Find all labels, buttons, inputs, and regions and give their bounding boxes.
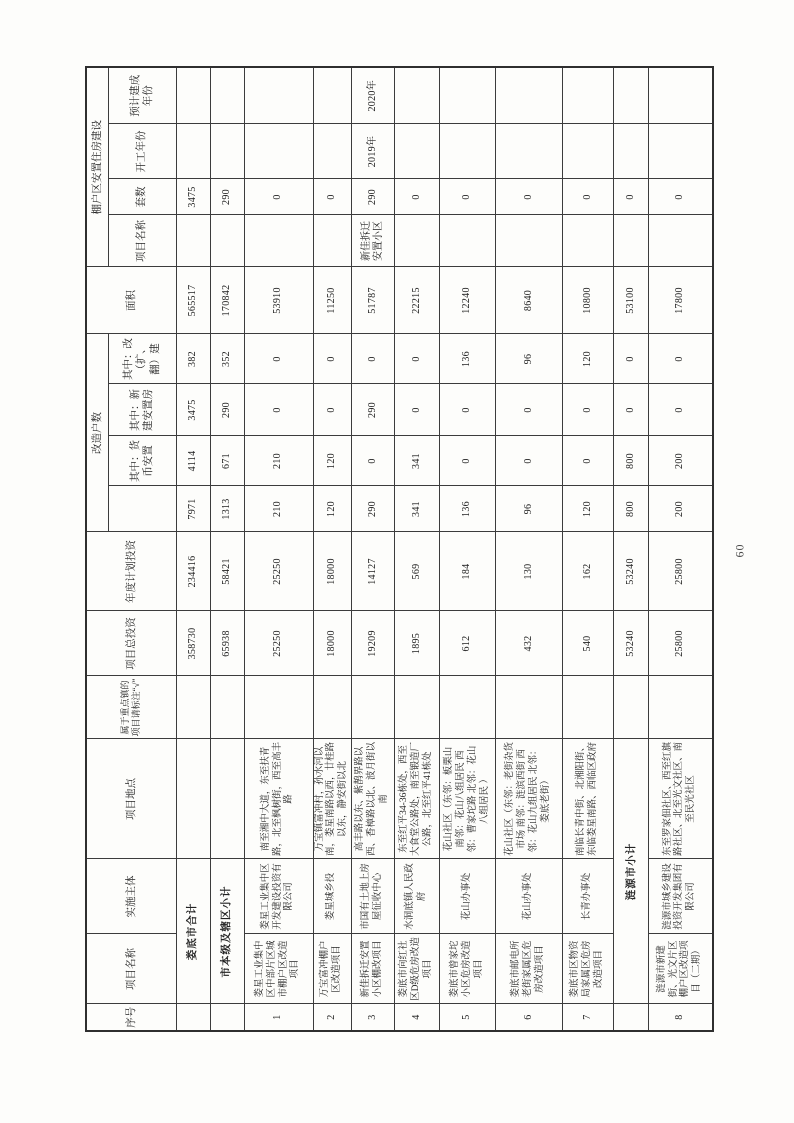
cell-subtotal_label: 娄底市合计	[176, 859, 210, 1004]
cell-rs_name	[440, 215, 496, 267]
cell-total_investment: 19209	[352, 611, 395, 676]
col-header-total-investment: 项目总投资	[86, 611, 176, 676]
cell-rs_name	[244, 215, 313, 267]
cell-location: 花山社区（东邻：板栗山 南邻：花山八组居民 西邻：曹家坨路 北邻：花山八组居民 ）	[440, 739, 496, 859]
cell-name: 娄底市区物资局家属区危房改造项目	[563, 934, 614, 1004]
cell-rs_finish	[440, 67, 496, 124]
cell-rs_start	[176, 124, 210, 179]
cell-location: 东至红平34-36栋处，西至大食堂公路处，南至锻造厂公路，北至红平41栋处	[395, 739, 440, 859]
cell-hh_new: 290	[210, 384, 244, 436]
cell-key_town	[649, 676, 713, 739]
cell-hh_new: 3475	[176, 384, 210, 436]
cell-hh_cash: 341	[395, 436, 440, 486]
cell-area: 51787	[352, 267, 395, 334]
cell-rs_finish: 2020年	[352, 67, 395, 124]
cell-rs_units: 3475	[176, 179, 210, 215]
cell-rs_start	[496, 124, 563, 179]
cell-rs_start	[614, 124, 649, 179]
cell-seq	[210, 1004, 244, 1031]
cell-hh_rebuild: 0	[614, 334, 649, 384]
cell-location: 南至湘中大道，东至扶青路，北至枫树街，西至高丰路	[244, 739, 313, 859]
cell-rs_name	[313, 215, 352, 267]
cell-hh_cash: 210	[244, 436, 313, 486]
cell-key_town	[440, 676, 496, 739]
cell-rs_units: 0	[614, 179, 649, 215]
col-header-agency: 实施主体	[86, 859, 176, 934]
cell-rs_units: 0	[313, 179, 352, 215]
project-row	[440, 67, 496, 1031]
cell-name: 娄底市向红社区D级危房改造项目	[395, 934, 440, 1004]
cell-hh_cash: 0	[352, 436, 395, 486]
cell-hh_new: 0	[313, 384, 352, 436]
cell-rs_finish	[614, 67, 649, 124]
cell-total_investment: 25800	[649, 611, 713, 676]
cell-annual_investment: 25250	[244, 532, 313, 611]
cell-area: 11250	[313, 267, 352, 334]
cell-key_town	[496, 676, 563, 739]
cell-rs_name	[649, 215, 713, 267]
cell-name: 万宝富冲棚户区改造项目	[313, 934, 352, 1004]
cell-name: 娄星工业集中区中部片区城市棚户区改造项目	[244, 934, 313, 1004]
cell-name: 娄底市曾家坨小区危房改造项目	[440, 934, 496, 1004]
cell-total_investment: 432	[496, 611, 563, 676]
cell-location: 南临长青中街、北湘阳街、东临娄星南路、西临区政府	[563, 739, 614, 859]
cell-agency: 涟源市城乡建设投资开发集团有限公司	[649, 859, 713, 934]
table-header	[86, 67, 176, 1031]
subtotal-row	[176, 67, 210, 1031]
col-header-location: 项目地点	[86, 739, 176, 859]
col-header-rs-units: 套数	[108, 179, 176, 215]
cell-total_investment: 540	[563, 611, 614, 676]
col-header-seq: 序号	[86, 1004, 176, 1031]
cell-area: 8640	[496, 267, 563, 334]
cell-rs_start: 2019年	[352, 124, 395, 179]
cell-hh_total: 1313	[210, 486, 244, 532]
cell-seq: 3	[352, 1004, 395, 1031]
cell-total_investment: 612	[440, 611, 496, 676]
cell-area: 22215	[395, 267, 440, 334]
cell-seq: 8	[649, 1004, 713, 1031]
cell-rs_start	[244, 124, 313, 179]
cell-hh_cash: 800	[614, 436, 649, 486]
cell-hh_new: 0	[563, 384, 614, 436]
cell-rs_finish	[649, 67, 713, 124]
cell-rs_units: 0	[440, 179, 496, 215]
col-header-hh-new: 其中：新建安置房	[108, 384, 176, 436]
col-group-resettlement-housing: 棚户区安置住房建设	[86, 67, 108, 267]
col-header-hh-rebuild: 其中：改（扩、翻）建	[108, 334, 176, 384]
cell-rs_units: 0	[563, 179, 614, 215]
cell-hh_cash: 4114	[176, 436, 210, 486]
cell-rs_start	[395, 124, 440, 179]
cell-rs_finish	[210, 67, 244, 124]
cell-hh_total: 341	[395, 486, 440, 532]
project-row	[395, 67, 440, 1031]
cell-hh_rebuild: 382	[176, 334, 210, 384]
cell-annual_investment: 18000	[313, 532, 352, 611]
resettlement-projects-table	[85, 66, 714, 1032]
cell-rs_units: 0	[496, 179, 563, 215]
subtotal-row	[210, 67, 244, 1031]
cell-hh_cash: 0	[563, 436, 614, 486]
cell-total_investment: 25250	[244, 611, 313, 676]
cell-hh_cash: 671	[210, 436, 244, 486]
cell-rs_units: 290	[352, 179, 395, 215]
cell-subtotal_label: 市本级及辖区小计	[210, 859, 244, 1004]
cell-seq	[176, 1004, 210, 1031]
cell-seq	[614, 1004, 649, 1031]
cell-hh_total: 210	[244, 486, 313, 532]
cell-area: 170842	[210, 267, 244, 334]
cell-key_town	[614, 676, 649, 739]
cell-area: 17800	[649, 267, 713, 334]
cell-annual_investment: 53240	[614, 532, 649, 611]
project-row	[244, 67, 313, 1031]
cell-key_town	[563, 676, 614, 739]
cell-rs_name	[395, 215, 440, 267]
cell-rs_start	[563, 124, 614, 179]
cell-hh_cash: 0	[440, 436, 496, 486]
cell-annual_investment: 162	[563, 532, 614, 611]
cell-hh_cash: 0	[496, 436, 563, 486]
cell-name: 新佳拆迁安置小区棚改项目	[352, 934, 395, 1004]
col-group-households: 改造户数	[86, 334, 108, 532]
cell-area: 53100	[614, 267, 649, 334]
cell-rs_name	[563, 215, 614, 267]
cell-rs_finish	[496, 67, 563, 124]
cell-hh_new: 0	[649, 384, 713, 436]
cell-area: 565517	[176, 267, 210, 334]
cell-annual_investment: 184	[440, 532, 496, 611]
cell-hh_rebuild: 0	[649, 334, 713, 384]
cell-seq: 1	[244, 1004, 313, 1031]
cell-hh_cash: 120	[313, 436, 352, 486]
cell-subtotal_label: 涟源市小计	[614, 739, 649, 1004]
cell-rs_finish	[313, 67, 352, 124]
cell-hh_rebuild: 0	[313, 334, 352, 384]
cell-rs_start	[440, 124, 496, 179]
cell-total_investment: 1895	[395, 611, 440, 676]
cell-rs_finish	[395, 67, 440, 124]
cell-seq: 2	[313, 1004, 352, 1031]
page-number: 60	[732, 543, 747, 558]
cell-location	[210, 739, 244, 859]
cell-hh_total: 96	[496, 486, 563, 532]
cell-seq: 4	[395, 1004, 440, 1031]
cell-total_investment: 358730	[176, 611, 210, 676]
cell-hh_rebuild: 0	[244, 334, 313, 384]
cell-total_investment: 65938	[210, 611, 244, 676]
cell-annual_investment: 234416	[176, 532, 210, 611]
cell-hh_total: 290	[352, 486, 395, 532]
cell-hh_total: 120	[563, 486, 614, 532]
cell-key_town	[210, 676, 244, 739]
cell-rs_finish	[244, 67, 313, 124]
cell-hh_new: 290	[352, 384, 395, 436]
cell-key_town	[352, 676, 395, 739]
cell-rs_finish	[563, 67, 614, 124]
project-row	[313, 67, 352, 1031]
cell-seq: 7	[563, 1004, 614, 1031]
cell-hh_new: 0	[496, 384, 563, 436]
cell-annual_investment: 569	[395, 532, 440, 611]
table-body	[176, 67, 713, 1031]
col-header-hh-cash: 其中：货币安置	[108, 436, 176, 486]
cell-area: 10800	[563, 267, 614, 334]
cell-rs_start	[313, 124, 352, 179]
cell-location: 高丰路以东、紫鹊界路以西、香樟路以北、波月街以南	[352, 739, 395, 859]
cell-area: 53910	[244, 267, 313, 334]
cell-key_town	[395, 676, 440, 739]
cell-hh_new: 0	[440, 384, 496, 436]
cell-hh_total: 200	[649, 486, 713, 532]
cell-rs_units: 0	[649, 179, 713, 215]
cell-hh_rebuild: 0	[352, 334, 395, 384]
cell-name: 娄底市邮电所老街家属区危房改造项目	[496, 934, 563, 1004]
cell-hh_rebuild: 96	[496, 334, 563, 384]
cell-agency: 花山办事处	[496, 859, 563, 934]
cell-key_town	[244, 676, 313, 739]
header-row-group	[86, 67, 108, 1031]
cell-name: 涟源市新建街、光文片区棚户区改造项目（二期）	[649, 934, 713, 1004]
col-header-rs-finish-year: 预计建成年份	[108, 67, 176, 124]
cell-location: 花山社区（东邻：老街杂货市场 南邻：涟滨西街 西邻：花山九组居民 北邻：娄底老街）	[496, 739, 563, 859]
cell-hh_new: 0	[244, 384, 313, 436]
cell-hh_new: 0	[614, 384, 649, 436]
cell-rs_units: 0	[395, 179, 440, 215]
cell-hh_new: 0	[395, 384, 440, 436]
col-header-annual-investment: 年度计划投资	[86, 532, 176, 611]
cell-rs_name	[210, 215, 244, 267]
cell-hh_cash: 200	[649, 436, 713, 486]
project-row	[563, 67, 614, 1031]
cell-total_investment: 18000	[313, 611, 352, 676]
col-header-project-name: 项目名称	[86, 934, 176, 1004]
cell-hh_rebuild: 352	[210, 334, 244, 384]
cell-rs_start	[649, 124, 713, 179]
project-row	[352, 67, 395, 1031]
cell-rs_name	[176, 215, 210, 267]
cell-location	[176, 739, 210, 859]
col-header-hh-total	[108, 486, 176, 532]
cell-rs_units: 290	[210, 179, 244, 215]
project-row	[496, 67, 563, 1031]
cell-annual_investment: 58421	[210, 532, 244, 611]
cell-area: 12240	[440, 267, 496, 334]
cell-rs_name: 新佳拆迁安置小区	[352, 215, 395, 267]
cell-agency: 市国有土地上房屋征收中心	[352, 859, 395, 934]
col-header-rs-start-year: 开工年份	[108, 124, 176, 179]
col-header-rs-name: 项目名称	[108, 215, 176, 267]
cell-rs_start	[210, 124, 244, 179]
cell-agency: 长青办事处	[563, 859, 614, 934]
cell-key_town	[313, 676, 352, 739]
cell-annual_investment: 14127	[352, 532, 395, 611]
cell-annual_investment: 25800	[649, 532, 713, 611]
cell-hh_rebuild: 120	[563, 334, 614, 384]
cell-location: 东至罗家佃社区、西至红旗路社区、北至光文社区、南至民光社区	[649, 739, 713, 859]
cell-rs_name	[614, 215, 649, 267]
cell-hh_total: 120	[313, 486, 352, 532]
cell-hh_rebuild: 0	[395, 334, 440, 384]
col-header-area: 面积	[86, 267, 176, 334]
cell-rs_units: 0	[244, 179, 313, 215]
cell-location: 万宝镇富冲村，孙水河以南，娄星南路以西，廿桂路以东，静安街以北	[313, 739, 352, 859]
cell-hh_rebuild: 136	[440, 334, 496, 384]
cell-seq: 6	[496, 1004, 563, 1031]
subtotal-row	[614, 67, 649, 1031]
cell-hh_total: 136	[440, 486, 496, 532]
rotated-table-container	[85, 68, 707, 1032]
cell-seq: 5	[440, 1004, 496, 1031]
project-row	[649, 67, 713, 1031]
cell-agency: 娄星城乡投	[313, 859, 352, 934]
cell-hh_total: 7971	[176, 486, 210, 532]
cell-agency: 水洞底镇人民政府	[395, 859, 440, 934]
cell-key_town	[176, 676, 210, 739]
col-header-key-town: 属于重点镇的项目请标注“√”	[86, 676, 176, 739]
cell-agency: 花山办事处	[440, 859, 496, 934]
cell-annual_investment: 130	[496, 532, 563, 611]
cell-agency: 娄星工业集中区开发建设投资有限公司	[244, 859, 313, 934]
cell-total_investment: 53240	[614, 611, 649, 676]
cell-rs_finish	[176, 67, 210, 124]
cell-hh_total: 800	[614, 486, 649, 532]
cell-rs_name	[496, 215, 563, 267]
